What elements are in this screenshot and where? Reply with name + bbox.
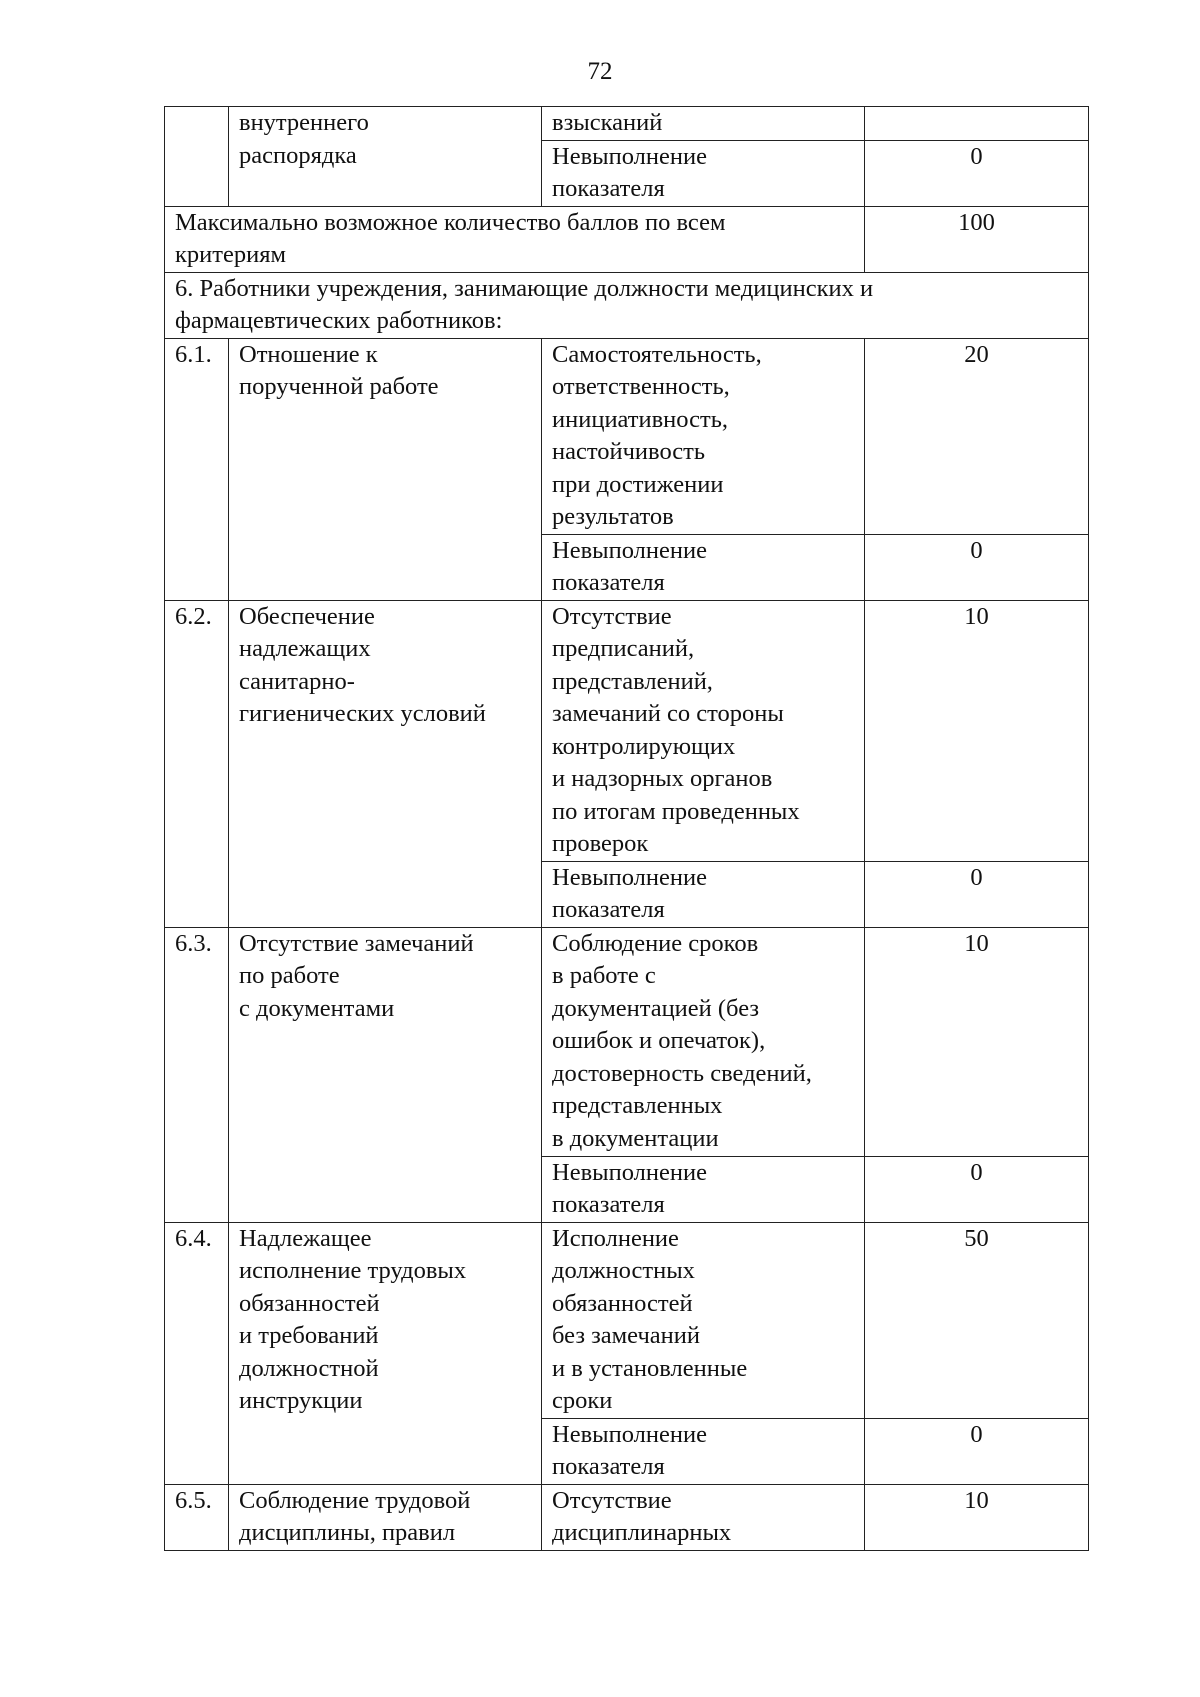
score-cell <box>865 107 1089 141</box>
score-cell: 10 <box>865 600 1089 861</box>
criterion-cell: Отношение к порученной работе <box>229 338 542 600</box>
score-cell: 10 <box>865 927 1089 1156</box>
score-cell: 0 <box>865 1418 1089 1484</box>
score-cell: 10 <box>865 1484 1089 1550</box>
indicator-cell: Отсутствие предписаний, представлений, замечаний со стороны контролирующих и надзорных органов по итогам проведенных проверок <box>542 600 865 861</box>
score-cell: 0 <box>865 1156 1089 1222</box>
table-row <box>165 1484 1089 1550</box>
table-row <box>165 206 1089 272</box>
indicator-cell: Невыполнение показателя <box>542 1156 865 1222</box>
indicator-cell: Невыполнение показателя <box>542 1418 865 1484</box>
table-row <box>165 107 1089 141</box>
section-heading: 6. Работники учреждения, занимающие должности медицинских и фармацевтических работников: <box>165 272 1089 338</box>
score-cell: 50 <box>865 1222 1089 1418</box>
page-number: 72 <box>587 58 613 85</box>
table-row <box>165 1222 1089 1418</box>
indicator-cell: Самостоятельность, ответственность, инициативность, настойчивость при достижении результатов <box>542 338 865 534</box>
max-total-label: Максимально возможное количество баллов по всем критериям <box>165 206 865 272</box>
score-cell: 0 <box>865 534 1089 600</box>
row-number-cell: 6.5. <box>165 1484 229 1550</box>
table-row <box>165 272 1089 338</box>
indicator-cell: Невыполнение показателя <box>542 861 865 927</box>
max-total-value: 100 <box>865 206 1089 272</box>
row-number-cell: 6.2. <box>165 600 229 927</box>
row-number-cell: 6.3. <box>165 927 229 1222</box>
score-cell: 20 <box>865 338 1089 534</box>
indicator-cell: Соблюдение сроков в работе с документацией (без ошибок и опечаток), достоверность сведений, представленных в документации <box>542 927 865 1156</box>
indicator-cell: Исполнение должностных обязанностей без замечаний и в установленные сроки <box>542 1222 865 1418</box>
criterion-cell: Обеспечение надлежащих санитарно- гигиенических условий <box>229 600 542 927</box>
criterion-cell: Отсутствие замечаний по работе с документами <box>229 927 542 1222</box>
score-cell: 0 <box>865 140 1089 206</box>
table-row <box>165 338 1089 534</box>
table-row <box>165 600 1089 861</box>
indicator-cell: взысканий <box>542 107 865 141</box>
table-row <box>165 927 1089 1156</box>
score-cell: 0 <box>865 861 1089 927</box>
indicator-cell: Отсутствие дисциплинарных <box>542 1484 865 1550</box>
indicator-cell: Невыполнение показателя <box>542 534 865 600</box>
criteria-table <box>164 106 1089 1551</box>
criterion-cell: Надлежащее исполнение трудовых обязанностей и требований должностной инструкции <box>229 1222 542 1484</box>
row-number-cell: 6.4. <box>165 1222 229 1484</box>
row-number-cell: 6.1. <box>165 338 229 600</box>
indicator-cell: Невыполнение показателя <box>542 140 865 206</box>
criterion-cell: Соблюдение трудовой дисциплины, правил <box>229 1484 542 1550</box>
criterion-cell: внутреннего распорядка <box>229 107 542 207</box>
row-number-cell <box>165 107 229 207</box>
